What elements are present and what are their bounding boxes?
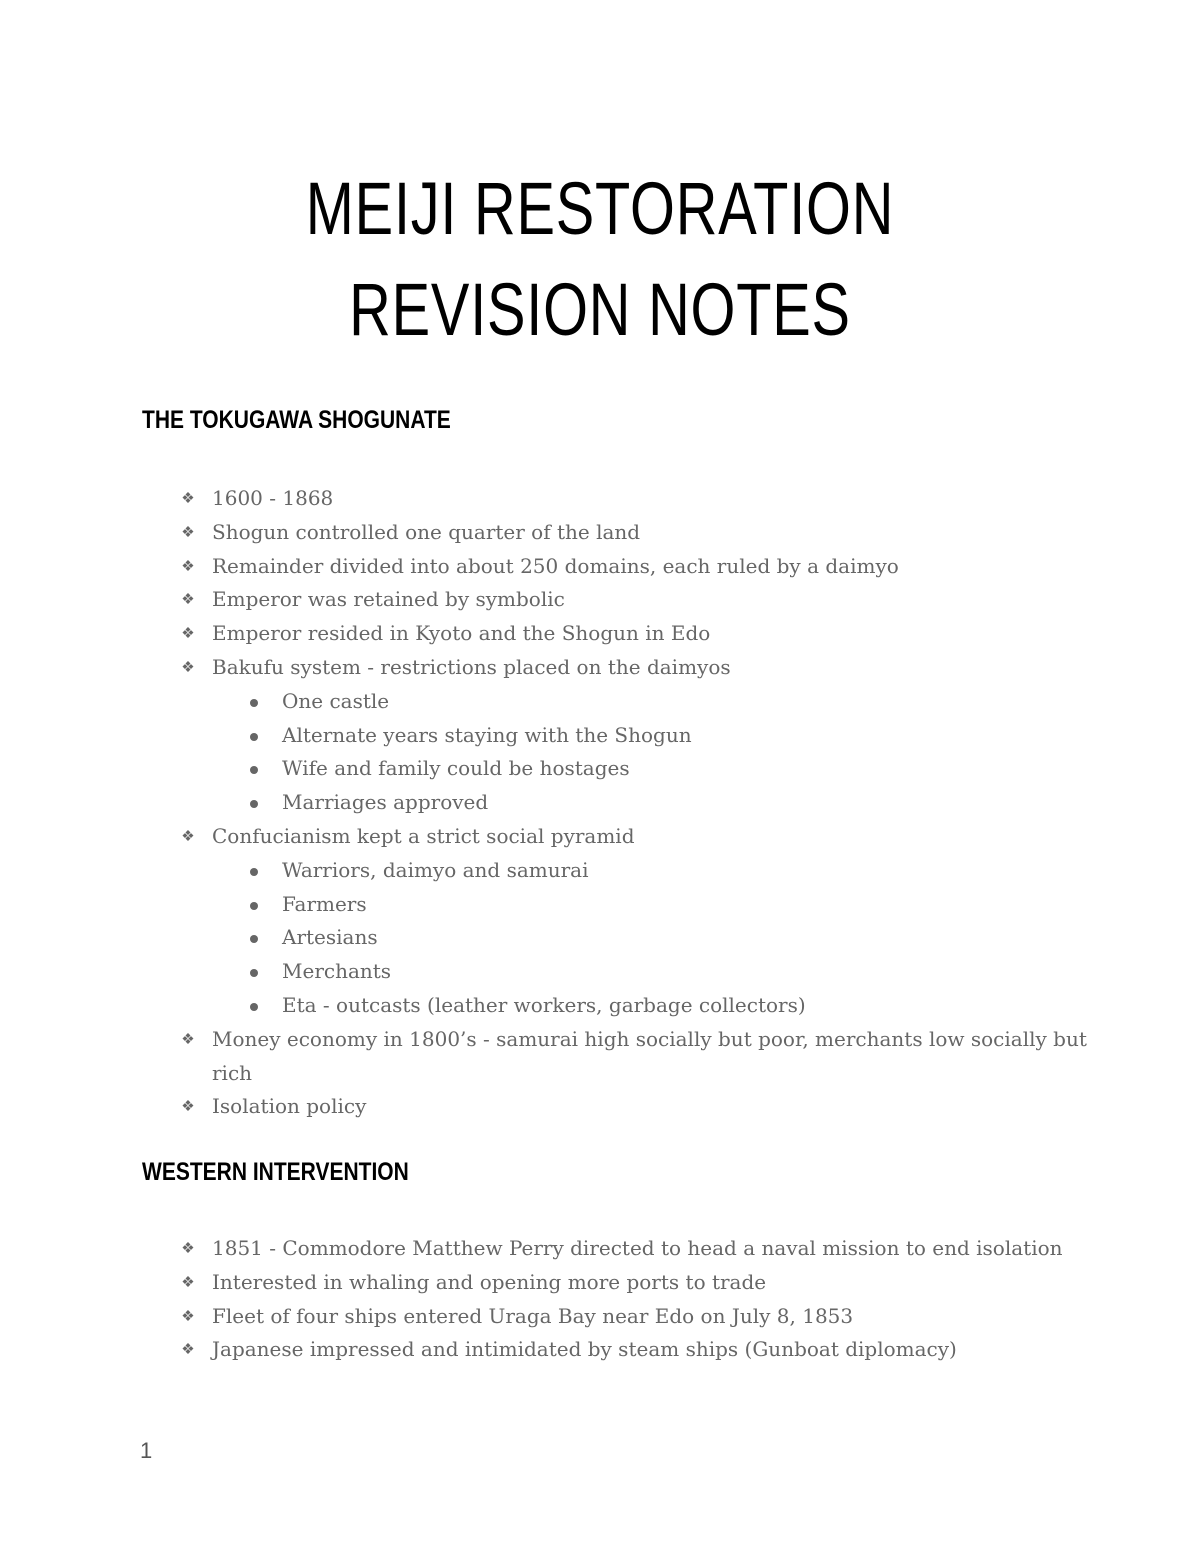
sub-list-item	[212, 685, 1092, 719]
diamond-bullet-icon: ❖	[181, 624, 195, 643]
sub-list-item	[212, 854, 1092, 888]
dot-bullet-icon	[250, 733, 258, 741]
list-item	[142, 550, 1092, 584]
diamond-bullet-icon: ❖	[181, 826, 195, 845]
diamond-bullet-icon: ❖	[181, 556, 195, 575]
bullet-list	[142, 1232, 1092, 1367]
list-item-text: Shogun controlled one quarter of the land	[212, 519, 641, 544]
diamond-bullet-icon: ❖	[181, 1340, 195, 1359]
diamond-bullet-icon: ❖	[181, 657, 195, 676]
sub-list-item-text: Farmers	[282, 891, 367, 916]
sub-list-item-text: Marriages approved	[282, 790, 489, 815]
sub-list-item-text: One castle	[282, 688, 390, 713]
list-item-text: 1600 - 1868	[212, 486, 334, 510]
sub-list-item	[212, 921, 1092, 955]
dot-bullet-icon	[250, 969, 258, 977]
list-item	[142, 1023, 1092, 1091]
list-item	[142, 617, 1092, 651]
list-item-text: Japanese impressed and intimidated by steam ships (Gunboat diplomacy)	[212, 1337, 957, 1362]
document-title	[132, 158, 1068, 360]
list-item-text: Confucianism kept a strict social pyramid	[212, 823, 635, 848]
dot-bullet-icon	[250, 800, 258, 808]
list-item	[142, 516, 1092, 550]
diamond-bullet-icon: ❖	[181, 1272, 195, 1291]
list-item-text: Isolation policy	[212, 1094, 367, 1119]
list-item-text: Emperor resided in Kyoto and the Shogun in Edo	[212, 621, 711, 646]
sub-list-item	[212, 719, 1092, 753]
section-western-intervention	[142, 1157, 1092, 1367]
list-item	[142, 1090, 1092, 1124]
diamond-bullet-icon: ❖	[181, 522, 195, 541]
diamond-bullet-icon: ❖	[181, 1029, 195, 1048]
section-tokugawa-shogunate	[142, 405, 1092, 1124]
title-line-1: MEIJI RESTORATION	[305, 167, 895, 250]
list-item-text: Emperor was retained by symbolic	[212, 587, 565, 612]
sub-list-item	[212, 786, 1092, 820]
sub-bullet-list	[212, 854, 1092, 1023]
sub-list-item-text: Merchants	[282, 959, 392, 984]
list-item	[142, 1300, 1092, 1334]
diamond-bullet-icon: ❖	[181, 590, 195, 609]
list-item	[142, 1232, 1092, 1266]
diamond-bullet-icon: ❖	[181, 489, 195, 507]
title-line-2: REVISION NOTES	[349, 268, 851, 351]
dot-bullet-icon	[250, 868, 258, 876]
sub-list-item-text: Eta - outcasts (leather workers, garbage collectors)	[282, 992, 806, 1017]
dot-bullet-icon	[250, 935, 258, 943]
list-item	[142, 583, 1092, 617]
list-item-text: Money economy in 1800’s - samurai high socially but poor, merchants low socially but rich	[212, 1026, 1087, 1085]
sub-list-item-text: Warriors, daimyo and samurai	[282, 857, 589, 882]
dot-bullet-icon	[250, 902, 258, 910]
section-heading: THE TOKUGAWA SHOGUNATE	[142, 406, 451, 434]
list-item-text: Interested in whaling and opening more ports to trade	[212, 1269, 767, 1294]
list-item	[142, 1266, 1092, 1300]
diamond-bullet-icon: ❖	[181, 1239, 195, 1257]
list-item-text: Fleet of four ships entered Uraga Bay near Edo on July 8, 1853	[212, 1303, 854, 1328]
list-item	[142, 820, 1092, 1023]
dot-bullet-icon	[250, 766, 258, 774]
sub-list-item	[212, 888, 1092, 922]
diamond-bullet-icon: ❖	[181, 1097, 195, 1116]
sub-list-item	[212, 989, 1092, 1023]
list-item-text: Remainder divided into about 250 domains, each ruled by a daimyo	[212, 553, 899, 578]
dot-bullet-icon	[250, 699, 258, 707]
sub-bullet-list	[212, 685, 1092, 820]
sub-list-item-text: Alternate years staying with the Shogun	[282, 722, 692, 747]
list-item-text: Bakufu system - restrictions placed on the daimyos	[212, 654, 731, 679]
section-heading: WESTERN INTERVENTION	[142, 1158, 409, 1186]
sub-list-item	[212, 752, 1092, 786]
list-item	[142, 482, 1092, 516]
list-item	[142, 1333, 1092, 1367]
diamond-bullet-icon: ❖	[181, 1306, 195, 1325]
sub-list-item-text: Wife and family could be hostages	[282, 756, 630, 781]
sub-list-item-text: Artesians	[282, 925, 378, 950]
sub-list-item	[212, 955, 1092, 989]
bullet-list	[142, 482, 1092, 1124]
list-item	[142, 651, 1092, 820]
dot-bullet-icon	[250, 1003, 258, 1011]
list-item-text: 1851 - Commodore Matthew Perry directed to head a naval mission to end isolation	[212, 1236, 1063, 1260]
page-number: 1	[140, 1438, 153, 1463]
